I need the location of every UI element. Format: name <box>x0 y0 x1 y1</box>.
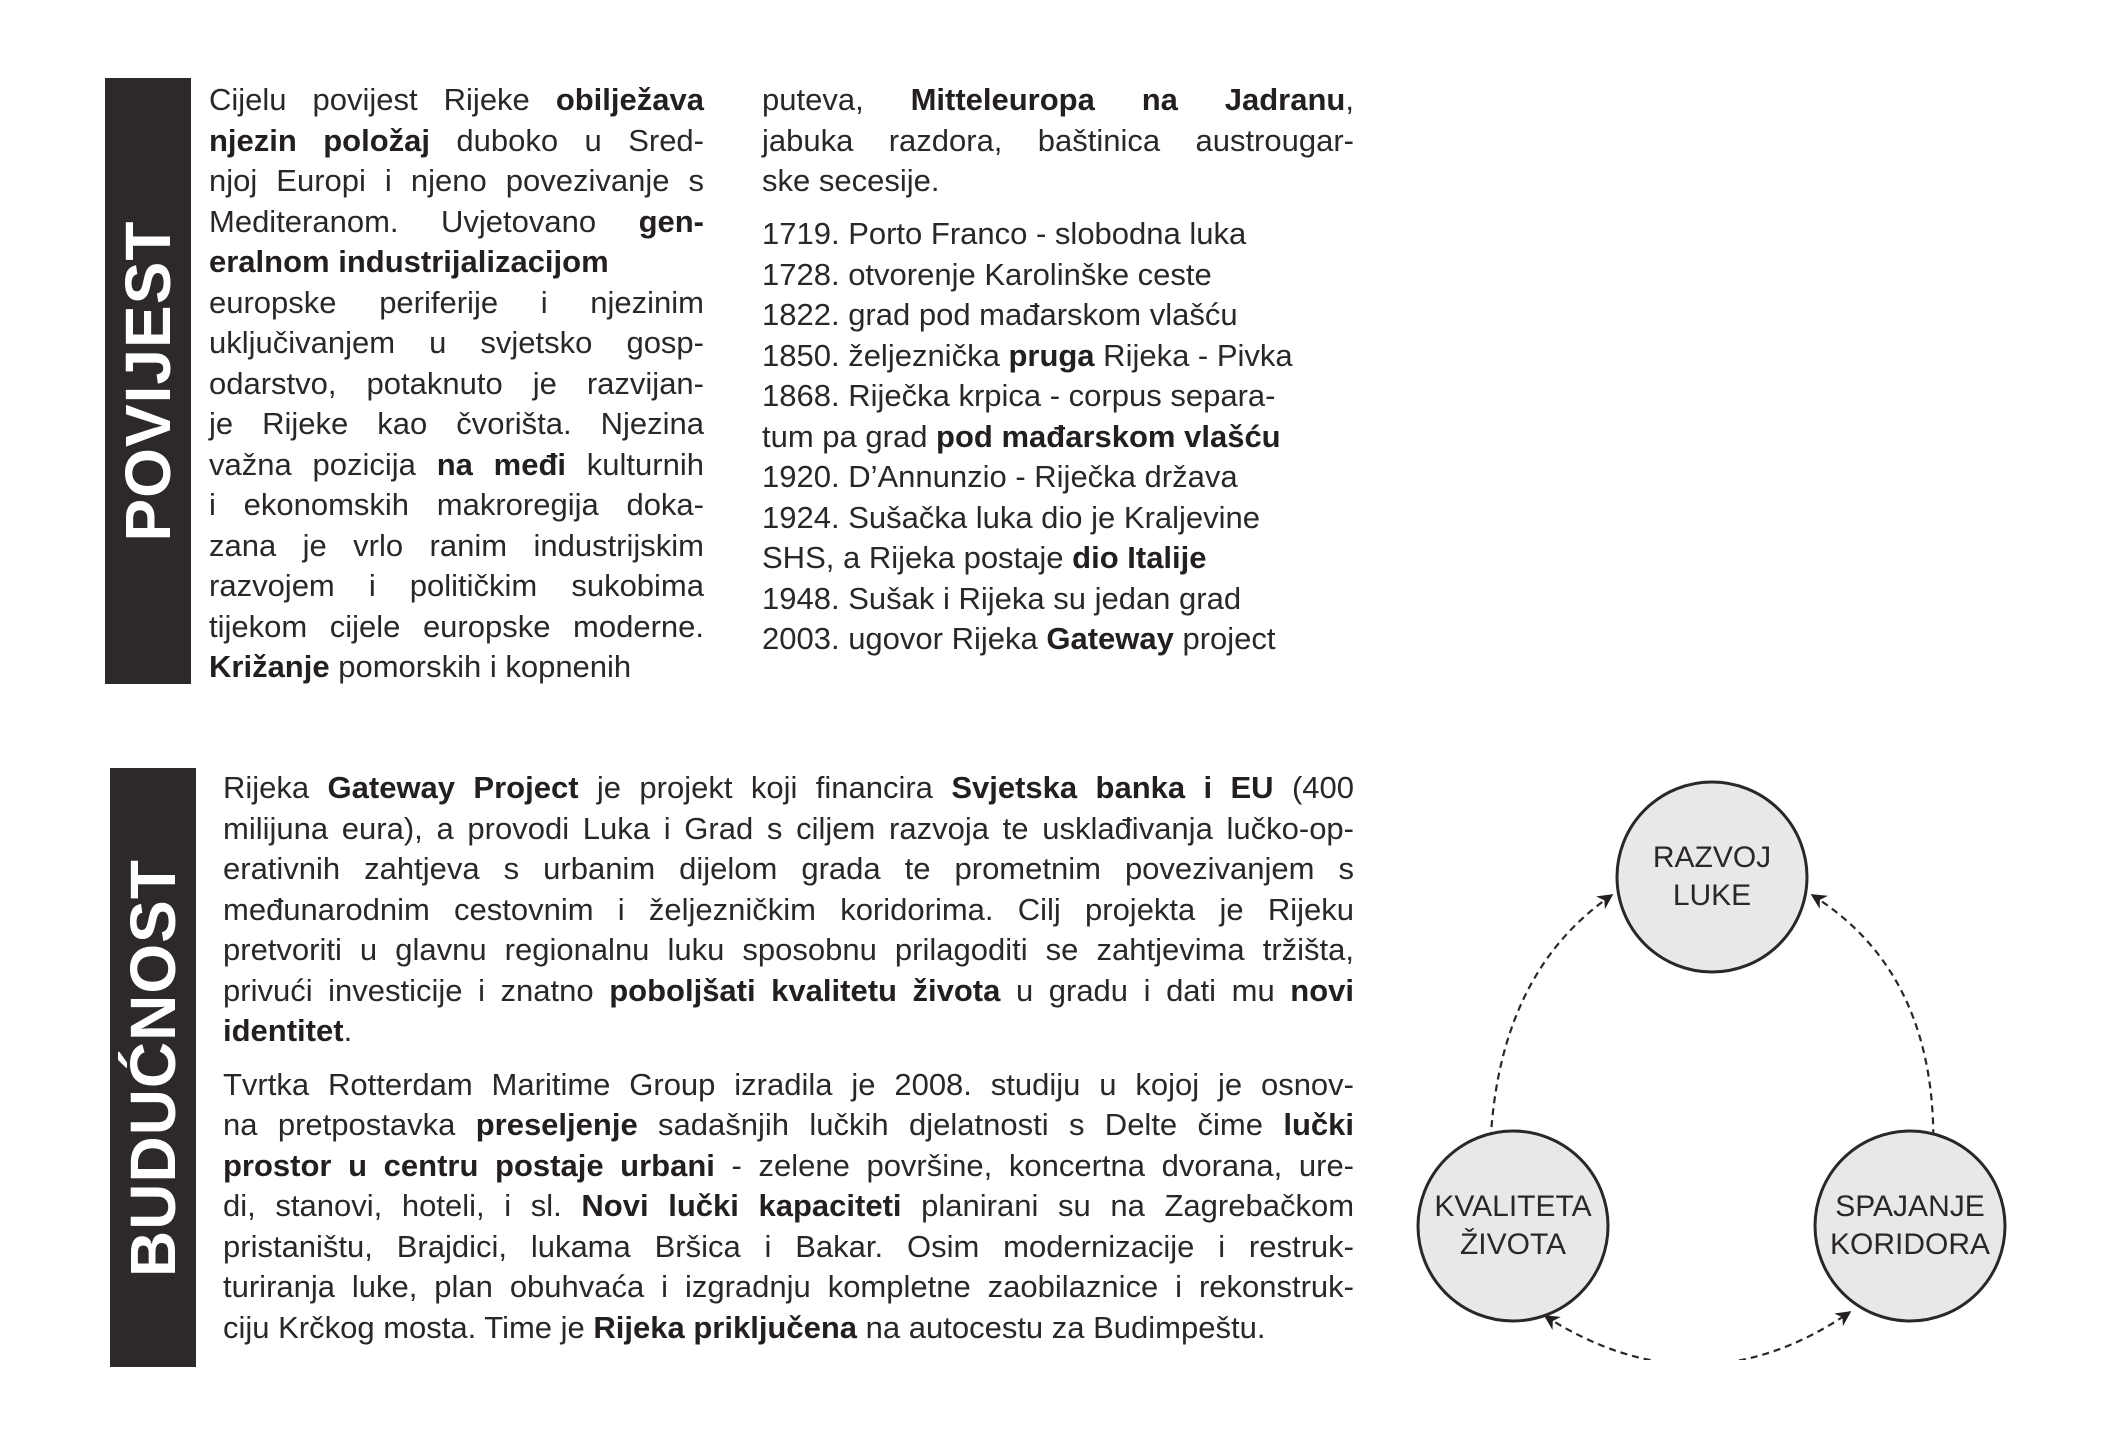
text-line: erativnih zahtjeva s urbanim dijelom grada te prometnim povezivanjem s <box>223 851 1354 886</box>
text-line: di, stanovi, hoteli, i sl. Novi lučki kapaciteti planirani su na Zagrebačkom <box>223 1188 1355 1223</box>
text-line: ske secesije. <box>762 163 940 198</box>
text-line: odarstvo, potaknuto je razvijan- <box>209 365 704 401</box>
text-line: puteva, Mitteleuropa na Jadranu, <box>762 82 1354 117</box>
text-line: 1920. D’Annunzio - Riječka država <box>762 459 1238 494</box>
svg-text:RAZVOJ: RAZVOJ <box>1652 841 1772 874</box>
text-line: pretvoriti u glavnu regionalnu luku sposobnu prilagoditi se zahtjevima tržišta, <box>223 932 1354 967</box>
text-line: njezin položaj duboko u Sred- <box>209 122 704 158</box>
text-line: 1719. Porto Franco - slobodna luka <box>762 216 1247 251</box>
text-line: i ekonomskih makroregija doka- <box>209 487 704 522</box>
svg-text:LUKE: LUKE <box>1672 879 1752 912</box>
text-line: zana je vrlo ranim industrijskim <box>209 527 704 563</box>
text-line: 1924. Sušačka luka dio je Kraljevine <box>762 499 1261 535</box>
future-text-column <box>223 768 1354 1348</box>
text-line: milijuna eura), a provodi Luka i Grad s ciljem razvoja te usklađivanja lučko-op- <box>223 810 1354 846</box>
node-razvoj-luke <box>1617 782 1807 972</box>
text-line: Tvrtka Rotterdam Maritime Group izradila je 2008. studiju u kojoj je osnov- <box>223 1066 1354 1102</box>
text-line: identitet. <box>223 1013 353 1048</box>
node-spajanje-koridora <box>1815 1131 2005 1321</box>
text-line: važna pozicija na međi kulturnih <box>209 446 704 482</box>
text-line: 1850. željeznička pruga Rijeka - Pivka <box>762 337 1293 373</box>
text-line: 1948. Sušak i Rijeka su jedan grad <box>762 580 1242 616</box>
text-line: na pretpostavka preseljenje sadašnjih lučkih djelatnosti s Delte čime lučki <box>223 1107 1355 1142</box>
text-line: uključivanjem u svjetsko gosp- <box>209 325 704 360</box>
history-text-right-column <box>762 80 1354 202</box>
future-paragraph-1 <box>223 768 1354 1052</box>
section-label-buducnost <box>110 768 196 1367</box>
text-line: Mediteranom. Uvjetovano gen- <box>209 203 704 239</box>
svg-text:KVALITETA: KVALITETA <box>1434 1190 1592 1223</box>
history-timeline <box>762 214 1362 660</box>
text-line: ciju Krčkog mosta. Time je Rijeka priključena na autocestu za Budimpeštu. <box>223 1309 1266 1345</box>
text-line: Cijelu povijest Rijeke obilježava <box>209 82 704 117</box>
section-title-buducnost: BUDUĆNOST <box>117 858 189 1277</box>
text-line: 1822. grad pod mađarskom vlašću <box>762 297 1238 332</box>
text-line: 1868. Riječka krpica - corpus separa- <box>762 378 1276 413</box>
text-line: njoj Europi i njeno povezivanje s <box>209 163 704 198</box>
svg-text:SPAJANJE: SPAJANJE <box>1835 1190 1985 1223</box>
text-line: Rijeka Gateway Project je projekt koji financira Svjetska banka i EU (400 <box>223 770 1354 805</box>
text-line: 1728. otvorenje Karolinške ceste <box>762 256 1212 292</box>
section-title-povijest: POVIJEST <box>112 220 184 542</box>
svg-text:ŽIVOTA: ŽIVOTA <box>1459 1228 1567 1261</box>
text-line: turiranja luke, plan obuhvaća i izgradnju kompletne zaobilaznice i rekonstruk- <box>223 1269 1354 1304</box>
node-kvaliteta-zivota <box>1418 1131 1608 1321</box>
edge-razvoj-spajanje <box>1812 895 1933 1158</box>
text-line: tum pa grad pod mađarskom vlašću <box>762 418 1281 454</box>
svg-text:KORIDORA: KORIDORA <box>1829 1228 1991 1261</box>
history-text-left-column <box>209 80 704 688</box>
text-line: Križanje pomorskih i kopnenih <box>209 649 632 684</box>
text-line: pristaništu, Brajdici, lukama Bršica i Bakar. Osim modernizacije i restruk- <box>223 1228 1354 1264</box>
section-label-povijest <box>105 78 191 684</box>
text-line: razvojem i političkim sukobima <box>209 568 704 603</box>
text-line: tijekom cijele europske moderne. <box>209 608 704 644</box>
text-line: je Rijeke kao čvorišta. Njezina <box>209 406 704 441</box>
text-line: privući investicije i znatno poboljšati kvalitetu života u gradu i dati mu novi <box>223 972 1354 1008</box>
text-line: eralnom industrijalizacijom <box>209 244 609 279</box>
text-line: SHS, a Rijeka postaje dio Italije <box>762 540 1207 575</box>
text-line: europske periferije i njezinim <box>209 284 704 320</box>
edge-razvoj-kvaliteta <box>1490 895 1612 1155</box>
text-line: jabuka razdora, baštinica austrougar- <box>762 122 1354 158</box>
cycle-diagram <box>1400 760 2040 1360</box>
future-paragraph-2 <box>223 1065 1354 1349</box>
text-line: 2003. ugovor Rijeka Gateway project <box>762 621 1276 656</box>
text-line: prostor u centru postaje urbani - zelene površine, koncertna dvorana, ure- <box>223 1147 1355 1183</box>
edge-kvaliteta-spajanje <box>1545 1312 1850 1360</box>
text-line: međunarodnim cestovnim i željezničkim koridorima. Cilj projekta je Rijeku <box>223 891 1354 927</box>
